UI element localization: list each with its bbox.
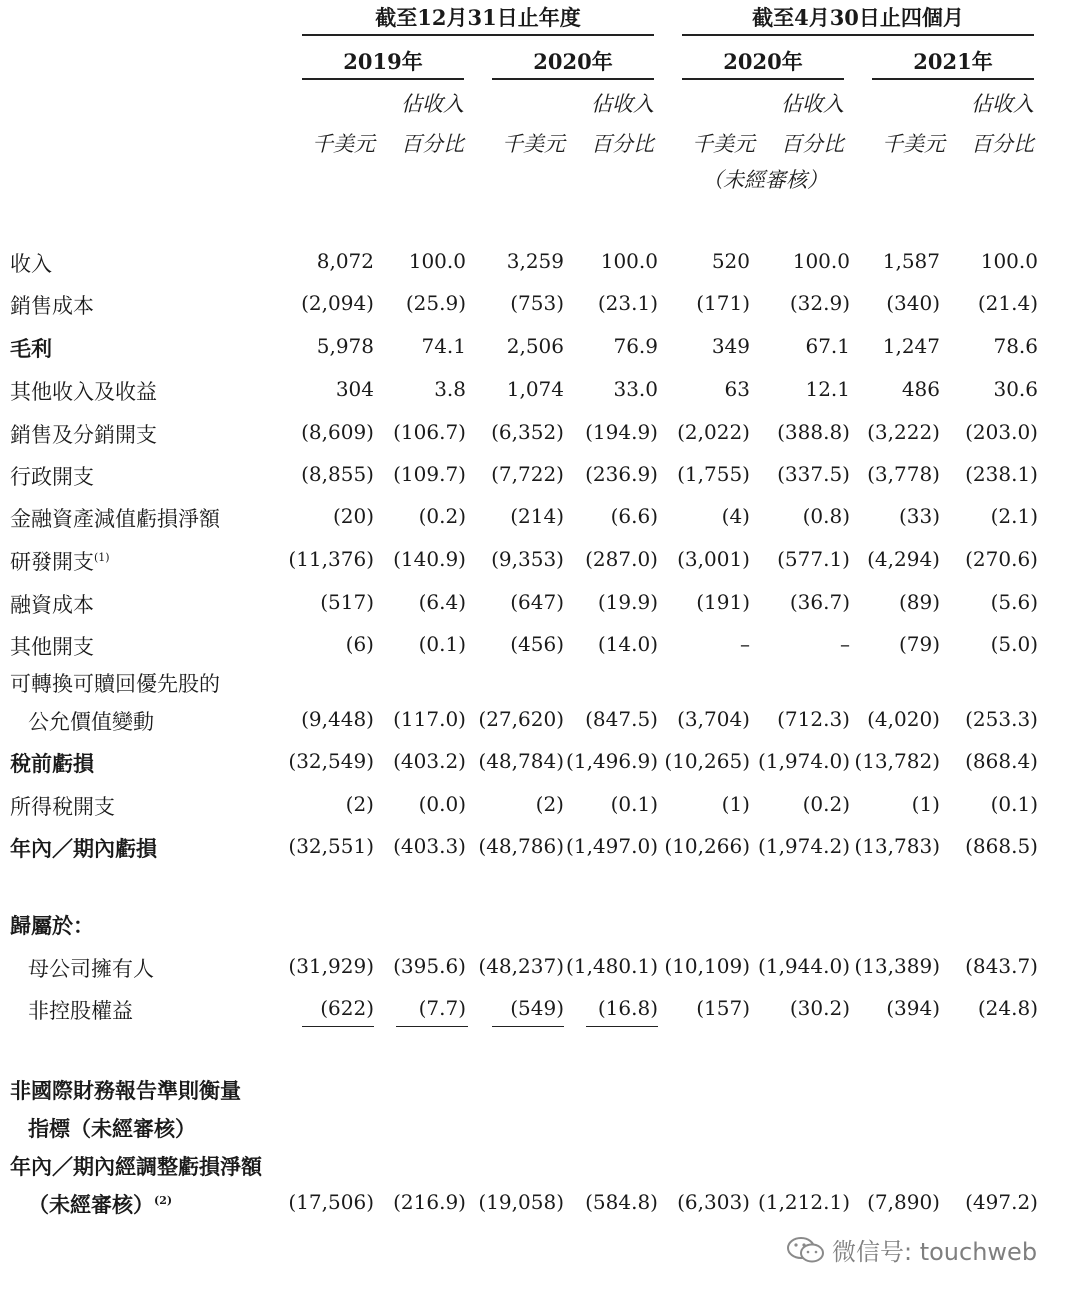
row-4-col-2: 3.8 [434,377,466,401]
attributable-row-2-col-8: (24.8) [977,996,1038,1020]
row-7-col-6: (0.8) [802,504,850,528]
row-1-col-6: 100.0 [792,249,850,273]
attributable-row-2-col-7: (394) [886,996,940,1020]
row-label: 收入 [10,252,52,276]
attributable-row-2-col-4: (16.8) [597,996,658,1020]
row-6-col-1: (8,855) [301,462,374,486]
row-10-col-7: (79) [898,632,940,656]
attributable-row-1-col-4: (1,480.1) [566,954,658,978]
row-10-col-3: (456) [510,632,564,656]
wechat-icon [786,1235,826,1265]
non-ifrs-row-col-2: (216.9) [393,1190,466,1214]
row-12-col-4: (1,496.9) [566,749,658,773]
row-8-col-7: (4,294) [867,547,940,571]
pct-header-c2-l1: 佔收入 [401,92,464,116]
attributable-row-1-col-2: (395.6) [393,954,466,978]
row-3-col-7: 1,247 [882,334,940,358]
pct-header-c8-l2: 百分比 [971,132,1034,156]
pct-header-c6-l2: 百分比 [781,132,844,156]
row-13-col-5: (1) [721,792,750,816]
row-3-col-1: 5,978 [316,334,374,358]
unaudited-note: （未經審核） [702,168,828,192]
row-6-col-8: (238.1) [965,462,1038,486]
row-4-col-8: 30.6 [993,377,1038,401]
row-8-col-8: (270.6) [965,547,1038,571]
row-label: 毛利 [10,336,52,361]
attributable-row-1-col-6: (1,944.0) [758,954,850,978]
row-11-col-8: (253.3) [965,707,1038,731]
row-6-col-6: (337.5) [777,462,850,486]
row-4-col-5: 63 [724,377,750,401]
row-2-col-3: (753) [510,291,564,315]
non-ifrs-row-col-5: (6,303) [677,1190,750,1214]
header-group-four-months: 截至4月30日止四個月 [752,5,964,30]
row-14-col-6: (1,974.2) [758,834,850,858]
row-11-col-7: (4,020) [867,707,940,731]
unit-header-c5: 千美元 [692,132,755,156]
row-5-col-8: (203.0) [965,420,1038,444]
row-5-col-6: (388.8) [777,420,850,444]
row-9-col-4: (19.9) [597,590,658,614]
row-12-col-3: (48,784) [478,749,564,773]
row-13-col-1: (2) [345,792,374,816]
row-3-col-4: 76.9 [613,334,658,358]
row-5-col-2: (106.7) [393,420,466,444]
row-4-col-3: 1,074 [506,377,564,401]
row-9-col-1: (517) [320,590,374,614]
row-9-col-7: (89) [898,590,940,614]
header-rule-fy [302,34,654,36]
attributable-row-2-col-5: (157) [696,996,750,1020]
pct-header-c6-l1: 佔收入 [781,92,844,116]
row-3-col-5: 349 [711,334,750,358]
row-13-col-3: (2) [535,792,564,816]
attributable-row-1-col-5: (10,109) [664,954,750,978]
row-3-col-3: 2,506 [506,334,564,358]
unit-header-c1: 千美元 [312,132,375,156]
non-ifrs-row-col-3: (19,058) [478,1190,564,1214]
non-ifrs-label-1: 年內／期內經調整虧損淨額 [10,1154,262,1179]
row-12-col-8: (868.4) [965,749,1038,773]
row-14-col-5: (10,266) [664,834,750,858]
row-2-col-5: (171) [696,291,750,315]
attributable-heading: 歸屬於： [10,913,94,938]
row-10-col-4: (14.0) [597,632,658,656]
row-14-col-1: (32,551) [288,834,374,858]
row-13-col-8: (0.1) [990,792,1038,816]
underline-c3 [492,1026,564,1027]
row-label: 其他開支 [10,635,94,659]
year-header-2020-4m: 2020年 [723,49,803,74]
row-14-col-7: (13,783) [854,834,940,858]
row-9-col-5: (191) [696,590,750,614]
attributable-row-label: 母公司擁有人 [28,957,154,981]
non-ifrs-row-col-4: (584.8) [585,1190,658,1214]
row-13-col-6: (0.2) [802,792,850,816]
non-ifrs-heading-1: 非國際財務報告準則衡量 [10,1078,241,1103]
non-ifrs-row-col-6: (1,212.1) [758,1190,850,1214]
underline-c4 [586,1026,658,1027]
row-1-col-7: 1,587 [882,249,940,273]
row-11-col-3: (27,620) [478,707,564,731]
year-header-2019: 2019年 [343,49,423,74]
row-6-col-4: (236.9) [585,462,658,486]
year-rule-2020-fy [492,78,654,80]
pct-header-c4-l1: 佔收入 [591,92,654,116]
row-12-col-6: (1,974.0) [758,749,850,773]
row-5-col-3: (6,352) [491,420,564,444]
row-12-col-2: (403.2) [393,749,466,773]
row-8-col-6: (577.1) [777,547,850,571]
row-2-col-1: (2,094) [301,291,374,315]
row-1-col-8: 100.0 [980,249,1038,273]
row-6-col-7: (3,778) [867,462,940,486]
row-8-col-2: (140.9) [393,547,466,571]
row-label: 其他收入及收益 [10,380,157,404]
underline-c2 [396,1026,468,1027]
row-7-col-2: (0.2) [418,504,466,528]
non-ifrs-row-col-1: (17,506) [288,1190,374,1214]
watermark-text: 微信号: touchweb [832,1238,1038,1266]
header-group-fiscal-year: 截至12月31日止年度 [375,5,581,30]
row-label: 行政開支 [10,465,94,489]
attributable-row-1-col-8: (843.7) [965,954,1038,978]
unit-header-c3: 千美元 [502,132,565,156]
year-rule-2020-4m [682,78,844,80]
row-3-col-6: 67.1 [805,334,850,358]
attributable-row-2-col-2: (7.7) [418,996,466,1020]
row-11-col-6: (712.3) [777,707,850,731]
row-8-col-5: (3,001) [677,547,750,571]
row-3-col-8: 78.6 [993,334,1038,358]
row-13-col-2: (0.0) [418,792,466,816]
row-6-col-2: (109.7) [393,462,466,486]
row-8-col-4: (287.0) [585,547,658,571]
row-7-col-7: (33) [898,504,940,528]
attributable-row-label: 非控股權益 [28,999,133,1023]
row-13-col-7: (1) [911,792,940,816]
row-1-col-1: 8,072 [316,249,374,273]
row-5-col-1: (8,609) [301,420,374,444]
row-1-col-3: 3,259 [506,249,564,273]
row-11-col-1: (9,448) [301,707,374,731]
row-14-col-4: (1,497.0) [566,834,658,858]
row-10-col-1: (6) [345,632,374,656]
pct-header-c4-l2: 百分比 [591,132,654,156]
row-5-col-4: (194.9) [585,420,658,444]
row-11-col-4: (847.5) [585,707,658,731]
row-9-col-8: (5.6) [990,590,1038,614]
non-ifrs-label-2: （未經審核）$^{(2)}$ [28,1192,173,1217]
row-4-col-6: 12.1 [805,377,850,401]
attributable-row-1-col-7: (13,389) [854,954,940,978]
attributable-row-2-col-6: (30.2) [789,996,850,1020]
non-ifrs-row-col-8: (497.2) [965,1190,1038,1214]
row-14-col-3: (48,786) [478,834,564,858]
row-2-col-4: (23.1) [597,291,658,315]
row-14-col-8: (868.5) [965,834,1038,858]
row-11-col-5: (3,704) [677,707,750,731]
attributable-row-1-col-3: (48,237) [478,954,564,978]
watermark [786,1232,1037,1267]
row-12-col-1: (32,549) [288,749,374,773]
row-1-col-2: 100.0 [408,249,466,273]
row-4-col-4: 33.0 [613,377,658,401]
row-1-col-4: 100.0 [600,249,658,273]
row-12-col-7: (13,782) [854,749,940,773]
row-9-col-3: (647) [510,590,564,614]
row-10-col-5: – [740,632,750,656]
row-3-col-2: 74.1 [421,334,466,358]
row-label: 稅前虧損 [10,751,94,776]
pct-header-c8-l1: 佔收入 [971,92,1034,116]
attributable-row-1-col-1: (31,929) [288,954,374,978]
row-10-col-2: (0.1) [418,632,466,656]
row-10-col-6: – [840,632,850,656]
row-5-col-5: (2,022) [677,420,750,444]
row-13-col-4: (0.1) [610,792,658,816]
row-label: 年內／期內虧損 [10,836,157,861]
row-2-col-7: (340) [886,291,940,315]
row-11-col-2: (117.0) [393,707,466,731]
year-header-2020-fy: 2020年 [533,49,613,74]
header-rule-4m [682,34,1034,36]
row-8-col-3: (9,353) [491,547,564,571]
row-4-col-1: 304 [335,377,374,401]
non-ifrs-heading-2: 指標（未經審核） [28,1116,196,1141]
row-label-continued: 公允價值變動 [28,710,154,734]
row-9-col-6: (36.7) [789,590,850,614]
row-14-col-2: (403.3) [393,834,466,858]
non-ifrs-row-col-7: (7,890) [867,1190,940,1214]
underline-c1 [302,1026,374,1027]
year-header-2021: 2021年 [913,49,993,74]
year-rule-2021 [872,78,1034,80]
row-2-col-8: (21.4) [977,291,1038,315]
row-2-col-2: (25.9) [405,291,466,315]
row-label: 融資成本 [10,593,94,617]
row-12-col-5: (10,265) [664,749,750,773]
row-7-col-5: (4) [721,504,750,528]
row-7-col-3: (214) [510,504,564,528]
attributable-row-2-col-3: (549) [510,996,564,1020]
row-label: 所得稅開支 [10,795,115,819]
row-label: 銷售及分銷開支 [10,423,157,447]
row-label: 銷售成本 [10,294,94,318]
row-10-col-8: (5.0) [990,632,1038,656]
row-8-col-1: (11,376) [288,547,374,571]
pct-header-c2-l2: 百分比 [401,132,464,156]
row-9-col-2: (6.4) [418,590,466,614]
year-rule-2019 [302,78,464,80]
row-7-col-4: (6.6) [610,504,658,528]
attributable-row-2-col-1: (622) [320,996,374,1020]
row-7-col-1: (20) [332,504,374,528]
row-label: 研發開支$^{(1)}$ [10,550,110,574]
row-1-col-5: 520 [711,249,750,273]
row-5-col-7: (3,222) [867,420,940,444]
row-7-col-8: (2.1) [990,504,1038,528]
unit-header-c7: 千美元 [882,132,945,156]
row-6-col-3: (7,722) [491,462,564,486]
row-4-col-7: 486 [901,377,940,401]
row-label: 可轉換可贖回優先股的 [10,672,220,696]
row-6-col-5: (1,755) [677,462,750,486]
row-2-col-6: (32.9) [789,291,850,315]
row-label: 金融資產減值虧損淨額 [10,507,220,531]
